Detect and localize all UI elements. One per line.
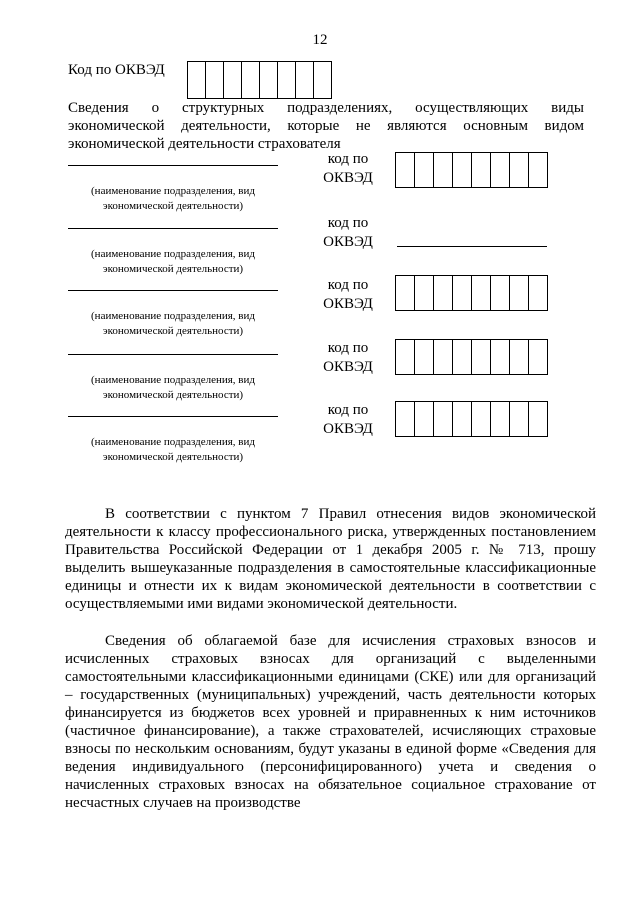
code-cell[interactable] [453, 276, 472, 310]
code-cell[interactable] [434, 340, 453, 374]
code-cell[interactable] [224, 62, 242, 98]
code-cell[interactable] [529, 340, 547, 374]
subdivision-name-field[interactable] [68, 228, 278, 229]
kod-line1: код по [327, 151, 369, 167]
kod-line2: ОКВЭД [323, 296, 373, 312]
code-cell[interactable] [491, 276, 510, 310]
subdivision-name-field[interactable] [68, 416, 278, 417]
okved-label: Код по ОКВЭД [68, 62, 165, 78]
code-cell[interactable] [529, 276, 547, 310]
code-cell[interactable] [415, 153, 434, 187]
code-cell[interactable] [396, 340, 415, 374]
code-cell[interactable] [434, 402, 453, 436]
code-cell[interactable] [472, 276, 491, 310]
okved-code-label [318, 401, 378, 439]
page-number: 12 [312, 32, 328, 48]
kod-line2: ОКВЭД [323, 421, 373, 437]
code-cell[interactable] [415, 276, 434, 310]
code-cell[interactable] [472, 153, 491, 187]
code-cell[interactable] [453, 402, 472, 436]
code-cell[interactable] [396, 153, 415, 187]
body-paragraph-request: В соответствии с пунктом 7 Правил отнесения видов экономической деятельности к классу профессионального риска, утвержденных постановлением Правительства Российской Федерации от 1 декабря 2005 г. № 713, прошу выделить вышеуказанные подразделения в самостоятельные классификационные единицы и отнести их к видам экономической деятельности в соответствии с осуществляемыми ими видами экономической деятельности. [65, 506, 596, 612]
code-cell[interactable] [278, 62, 296, 98]
okved-code-label [318, 276, 378, 314]
okved-code-cells[interactable] [187, 61, 332, 99]
kod-line1: код по [327, 215, 369, 231]
code-cell[interactable] [491, 402, 510, 436]
subdivision-name-field[interactable] [68, 354, 278, 355]
subdivision-okved-cells[interactable] [395, 401, 548, 437]
subdivision-caption: (наименование подразделения, вид экономической деятельности) [91, 310, 255, 337]
code-cell[interactable] [260, 62, 278, 98]
code-cell[interactable] [510, 153, 529, 187]
code-cell[interactable] [314, 62, 331, 98]
subdivision-okved-cells[interactable] [395, 339, 548, 375]
okved-code-label [318, 150, 378, 188]
code-cell[interactable] [510, 402, 529, 436]
kod-line2: ОКВЭД [323, 234, 373, 250]
code-cell[interactable] [434, 153, 453, 187]
code-cell[interactable] [396, 402, 415, 436]
okved-code-label [318, 339, 378, 377]
code-cell[interactable] [415, 340, 434, 374]
code-cell[interactable] [242, 62, 260, 98]
code-cell[interactable] [510, 340, 529, 374]
code-cell[interactable] [434, 276, 453, 310]
code-cell[interactable] [510, 276, 529, 310]
kod-line1: код по [327, 340, 369, 356]
subdivisions-intro: Сведения о структурных подразделениях, осуществляющих виды экономической деятельности, которые не являются основным видом экономической деятельности страхователя [68, 100, 584, 152]
code-cell[interactable] [396, 276, 415, 310]
code-cell[interactable] [491, 153, 510, 187]
code-cell[interactable] [491, 340, 510, 374]
code-cell[interactable] [529, 153, 547, 187]
code-cell[interactable] [529, 402, 547, 436]
subdivision-caption: (наименование подразделения, вид экономической деятельности) [91, 185, 255, 212]
subdivision-okved-cells[interactable] [395, 275, 548, 311]
subdivision-okved-line[interactable] [397, 246, 547, 247]
okved-code-label [318, 214, 378, 252]
kod-line2: ОКВЭД [323, 359, 373, 375]
subdivision-name-field[interactable] [68, 290, 278, 291]
code-cell[interactable] [453, 340, 472, 374]
code-cell[interactable] [472, 402, 491, 436]
kod-line2: ОКВЭД [323, 170, 373, 186]
body-paragraph-info: Сведения об облагаемой базе для исчисления страховых взносов и исчисленных страховых взносах для организаций с выделенными самостоятельными классификационными единицами (СКЕ) или для организаций – государственных (муниципальных) учреждений, часть деятельности которых финансируется из бюджетов всех уровней и приравненных к ним источников (частичное финансирование), а также страхователей, исчисляющих страховые взносы по нескольким основаниям, будут указаны в единой форме «Сведения для ведения индивидуального (персонифицированного) учета и сведения о начисленных страховых взносах на обязательное социальное страхование от несчастных случаев на производстве [65, 633, 596, 811]
subdivision-caption: (наименование подразделения, вид экономической деятельности) [91, 374, 255, 401]
subdivision-caption: (наименование подразделения, вид экономической деятельности) [91, 436, 255, 463]
code-cell[interactable] [296, 62, 314, 98]
subdivision-okved-cells[interactable] [395, 152, 548, 188]
code-cell[interactable] [453, 153, 472, 187]
subdivision-caption: (наименование подразделения, вид экономической деятельности) [91, 248, 255, 275]
kod-line1: код по [327, 277, 369, 293]
kod-line1: код по [327, 402, 369, 418]
code-cell[interactable] [472, 340, 491, 374]
code-cell[interactable] [206, 62, 224, 98]
code-cell[interactable] [188, 62, 206, 98]
subdivision-name-field[interactable] [68, 165, 278, 166]
code-cell[interactable] [415, 402, 434, 436]
